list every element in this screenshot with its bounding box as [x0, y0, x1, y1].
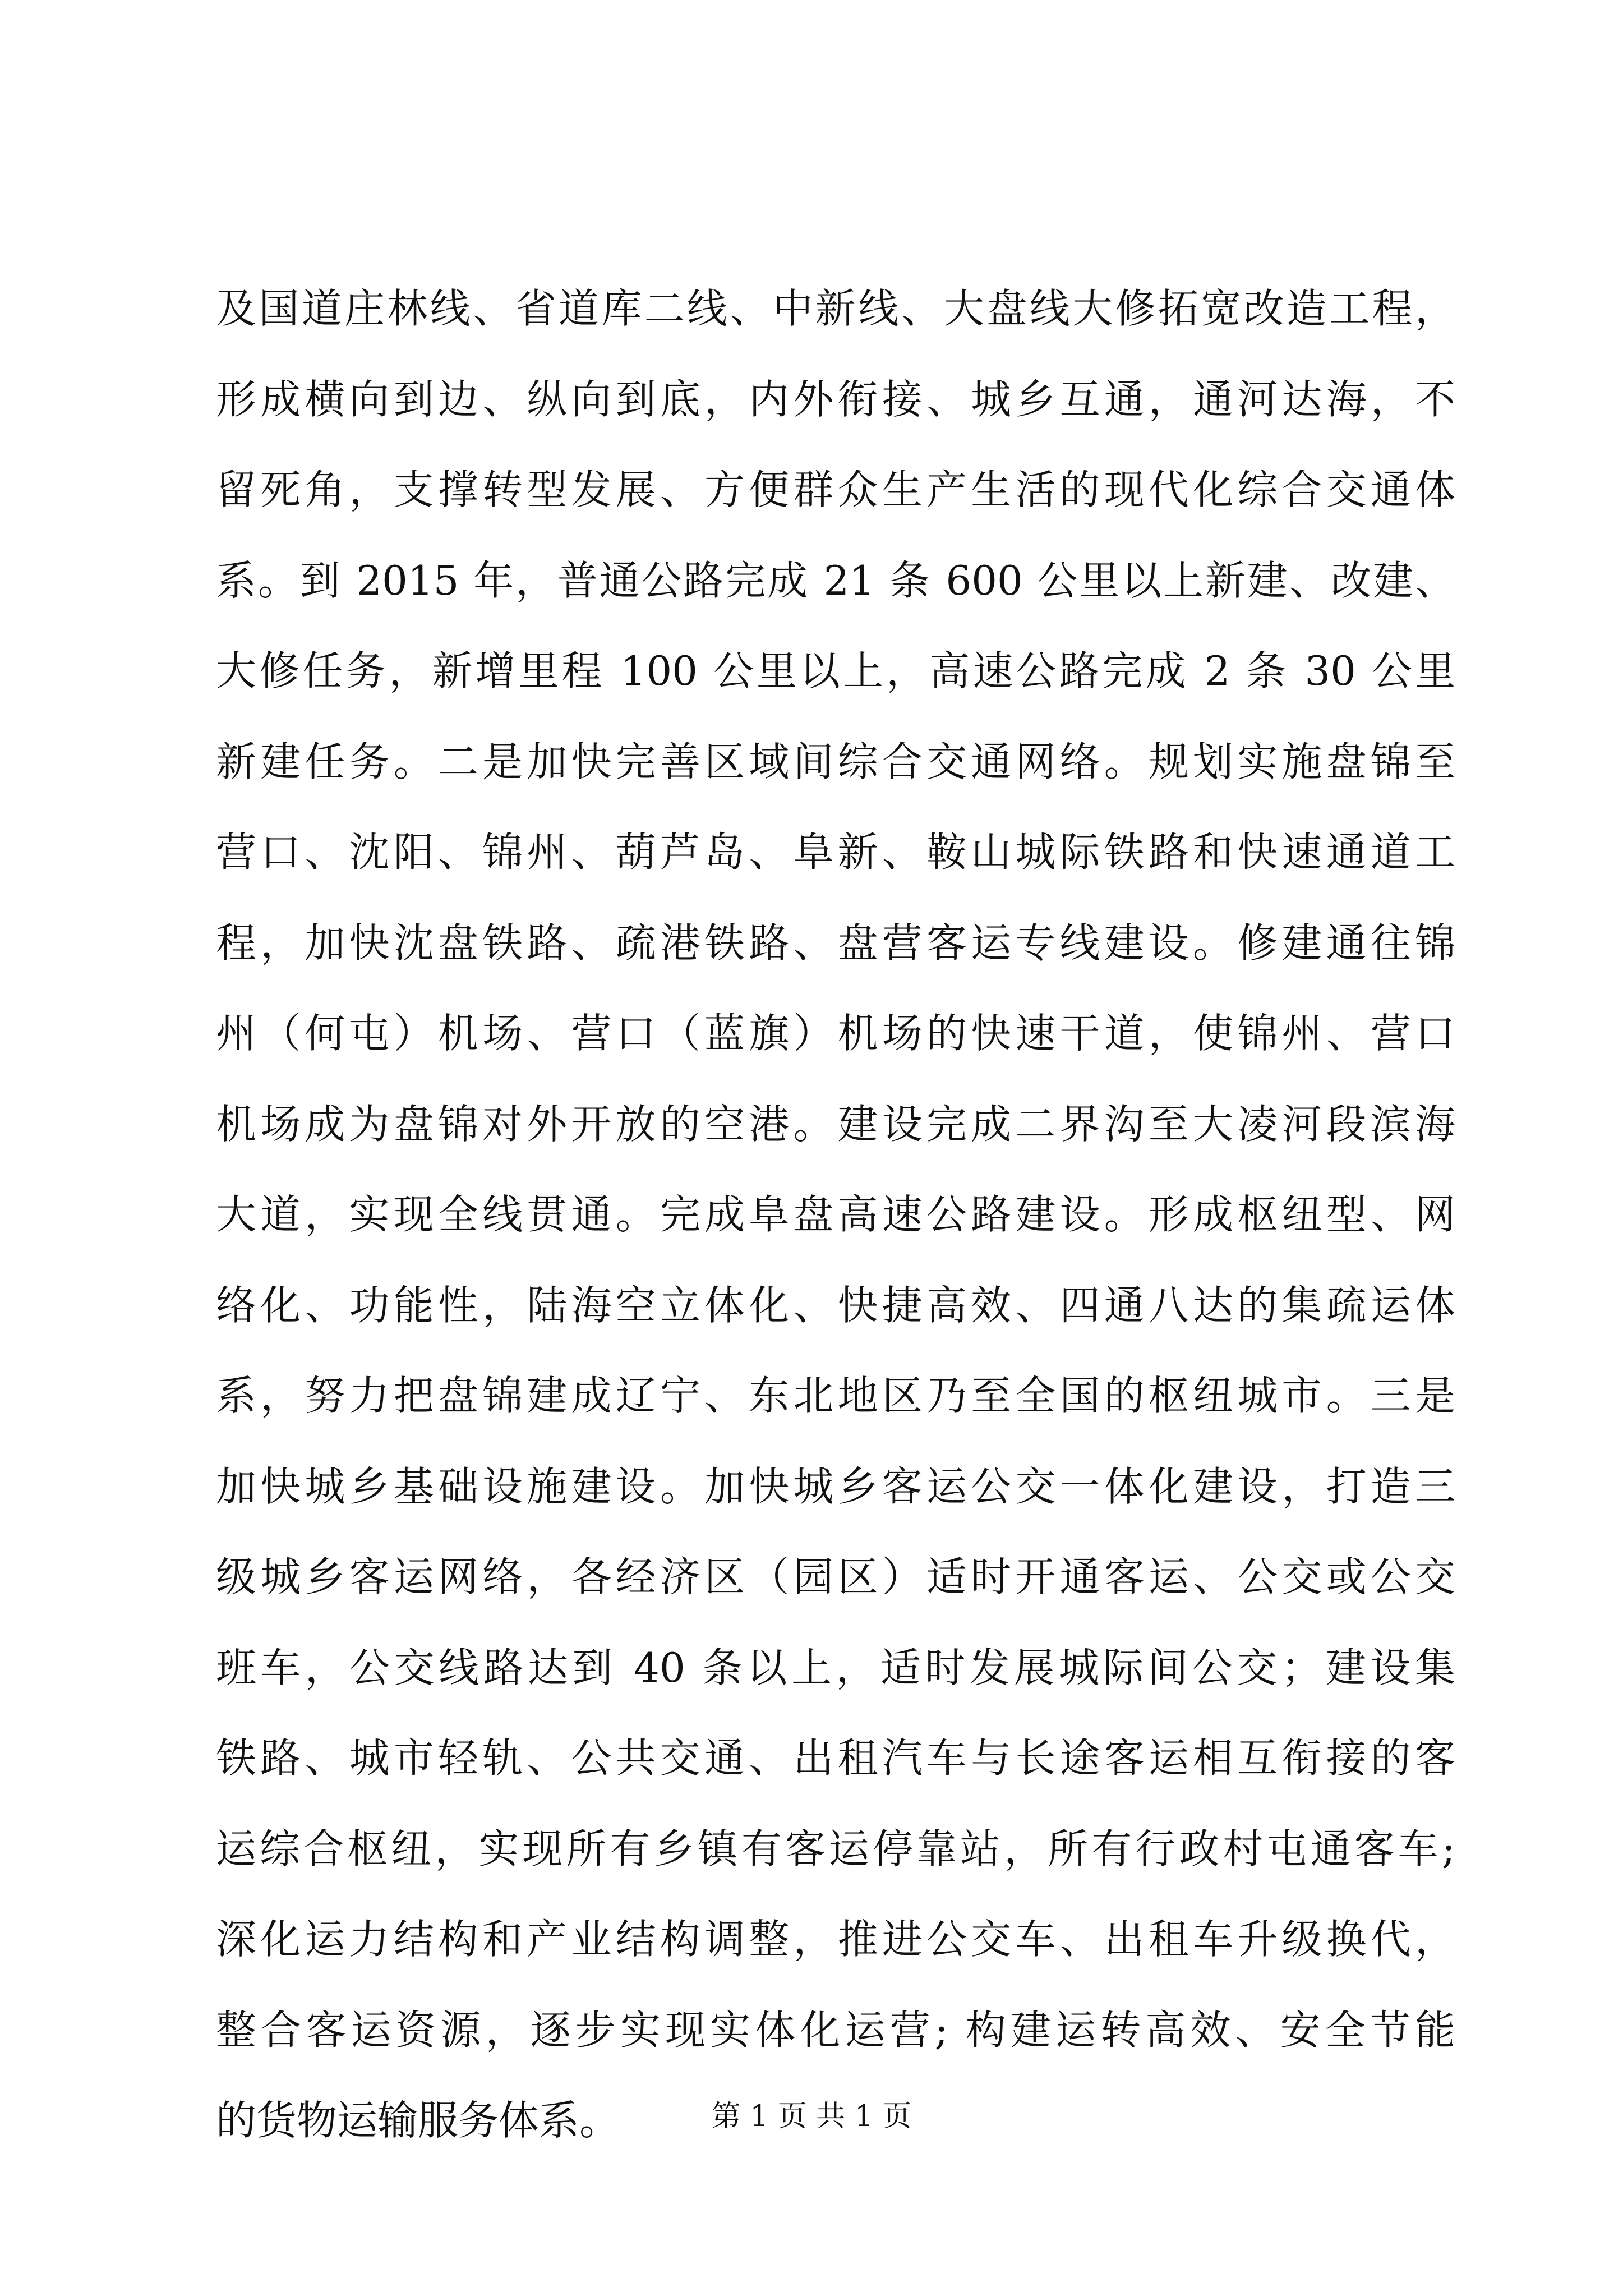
text-line: 加快城乡基础设施建设。加快城乡客运公交一体化建设，打造三	[216, 1462, 1455, 1510]
text-line: 整合客运资源，逐步实现实体化运营; 构建运转高效、安全节能	[216, 2006, 1455, 2054]
text-line: 大修任务，新增里程 100 公里以上，高速公路完成 2 条 30 公里	[216, 647, 1455, 694]
text-line: 新建任务。二是加快完善区域间综合交通网络。规划实施盘锦至	[216, 738, 1455, 785]
text-line: 州（何屯）机场、营口（蓝旗）机场的快速干道，使锦州、营口	[216, 1010, 1455, 1057]
text-line-last: 的货物运输服务体系。	[216, 2097, 620, 2144]
text-line: 系，努力把盘锦建成辽宁、东北地区乃至全国的枢纽城市。三是	[216, 1372, 1455, 1419]
text-line: 运综合枢纽，实现所有乡镇有客运停靠站，所有行政村屯通客车;	[216, 1825, 1455, 1872]
text-line: 机场成为盘锦对外开放的空港。建设完成二界沟至大凌河段滨海	[216, 1100, 1455, 1148]
page-number-footer: 第 1 页 共 1 页	[711, 2100, 912, 2133]
text-line: 级城乡客运网络，各经济区（园区）适时开通客运、公交或公交	[216, 1553, 1455, 1600]
text-line: 络化、功能性，陆海空立体化、快捷高效、四通八达的集疏运体	[216, 1281, 1455, 1329]
text-line: 及国道庄林线、省道库二线、中新线、大盘线大修拓宽改造工程，	[216, 285, 1455, 332]
text-line: 大道，实现全线贯通。完成阜盘高速公路建设。形成枢纽型、网	[216, 1191, 1455, 1238]
document-body	[216, 264, 1455, 2166]
text-line: 铁路、城市轻轨、公共交通、出租汽车与长途客运相互衔接的客	[216, 1734, 1455, 1782]
text-line: 程，加快沈盘铁路、疏港铁路、盘营客运专线建设。修建通往锦	[216, 919, 1455, 967]
text-line: 深化运力结构和产业结构调整，推进公交车、出租车升级换代，	[216, 1916, 1455, 1963]
text-line: 留死角，支撑转型发展、方便群众生产生活的现代化综合交通体	[216, 466, 1455, 513]
text-line: 系。到 2015 年，普通公路完成 21 条 600 公里以上新建、改建、	[216, 556, 1455, 604]
text-line: 营口、沈阳、锦州、葫芦岛、阜新、鞍山城际铁路和快速通道工	[216, 829, 1455, 876]
text-line: 班车，公交线路达到 40 条以上，适时发展城际间公交；建设集	[216, 1644, 1455, 1691]
text-line: 形成横向到边、纵向到底，内外衔接、城乡互通，通河达海，不	[216, 375, 1455, 423]
